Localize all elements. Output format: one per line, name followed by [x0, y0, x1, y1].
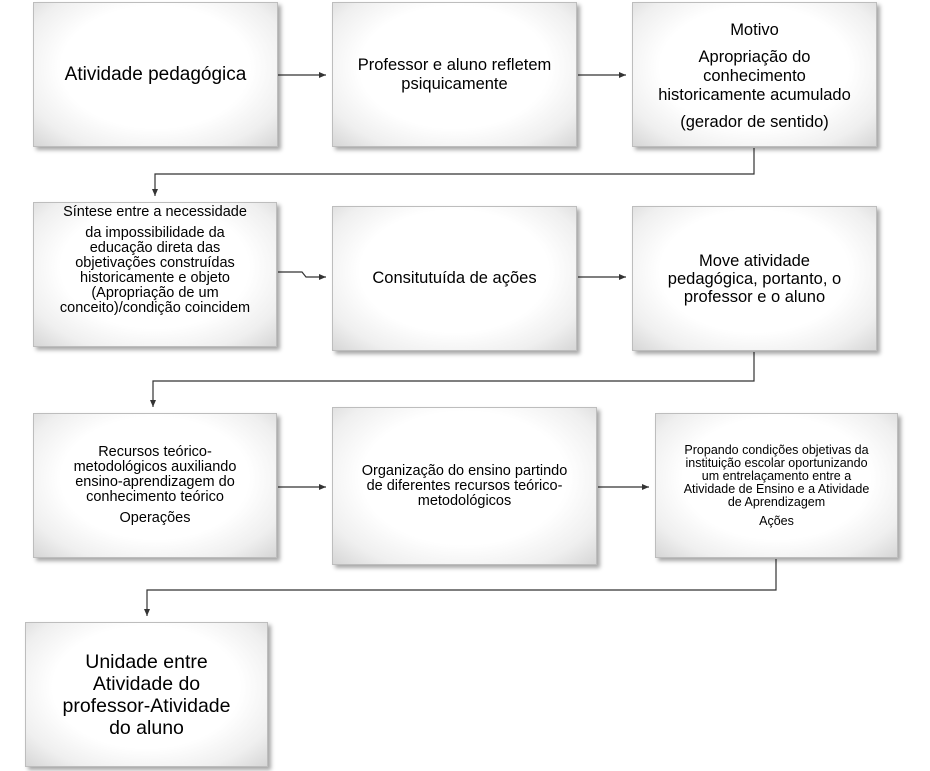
box-propando-condicoes: [655, 413, 898, 558]
box-text: Síntese entre a necessidade: [63, 204, 247, 220]
arrow-b6-b7: [153, 352, 754, 407]
box-text: historicamente e objeto: [80, 270, 230, 286]
box-note: Ações: [759, 513, 794, 528]
box-text: professor-Atividade: [62, 694, 231, 717]
box-atividade-pedagogica: [33, 2, 278, 147]
box-text: de diferentes recursos teórico-: [366, 477, 563, 494]
box-text: Move atividade: [699, 251, 810, 270]
box-text: Recursos teórico-: [98, 444, 212, 460]
box-text: Apropriação do: [698, 48, 811, 66]
arrow-b3-b4: [155, 148, 754, 196]
box-constituida-acoes: [332, 206, 577, 351]
box-text: psiquicamente: [401, 74, 508, 93]
box-text: conhecimento teórico: [86, 489, 224, 505]
box-text: Atividade do: [92, 672, 201, 695]
box-text: Propando condições objetivas da: [684, 442, 869, 457]
box-text: educação direta das: [89, 240, 221, 256]
box-text: Organização do ensino partindo: [361, 462, 568, 479]
box-motivo: [632, 2, 877, 147]
box-sintese: [33, 202, 277, 347]
box-text: metodológicos: [417, 492, 512, 509]
box-text: historicamente acumulado: [658, 86, 851, 104]
box-text: Atividade pedagógica: [64, 63, 247, 85]
box-text: (Apropriação de um: [91, 285, 219, 301]
box-heading: Motivo: [730, 21, 779, 39]
box-text: ensino-aprendizagem do: [75, 474, 235, 490]
box-text: conhecimento: [703, 67, 806, 85]
box-text: do aluno: [109, 716, 184, 739]
box-text: objetivações construídas: [75, 255, 235, 271]
box-unidade-entre: [25, 622, 268, 767]
box-text: pedagógica, portanto, o: [667, 269, 842, 288]
box-professor-aluno-refletem: [332, 2, 577, 147]
box-text: de Aprendizagem: [727, 494, 826, 509]
box-text: conceito)/condição coincidem: [59, 300, 251, 316]
box-note: Operações: [119, 510, 191, 526]
box-text: instituição escolar oportunizando: [685, 455, 868, 470]
box-text: professor e o aluno: [683, 287, 826, 306]
box-text: um entrelaçamento entre a: [701, 468, 852, 483]
box-recursos-teorico: [33, 413, 277, 558]
arrow-b9-b10: [147, 559, 776, 616]
box-text: metodológicos auxiliando: [73, 459, 237, 475]
box-text: Professor e aluno refletem: [357, 55, 552, 74]
box-note: (gerador de sentido): [680, 113, 829, 131]
box-text: Consitutuída de ações: [372, 269, 537, 287]
box-organizacao-ensino: [332, 407, 597, 565]
arrow-b4-b5: [278, 272, 326, 277]
box-move-atividade: [632, 206, 877, 351]
box-text: Unidade entre: [85, 650, 208, 673]
box-text: Atividade de Ensino e a Atividade: [683, 481, 870, 496]
box-text: da impossibilidade da: [85, 225, 225, 241]
